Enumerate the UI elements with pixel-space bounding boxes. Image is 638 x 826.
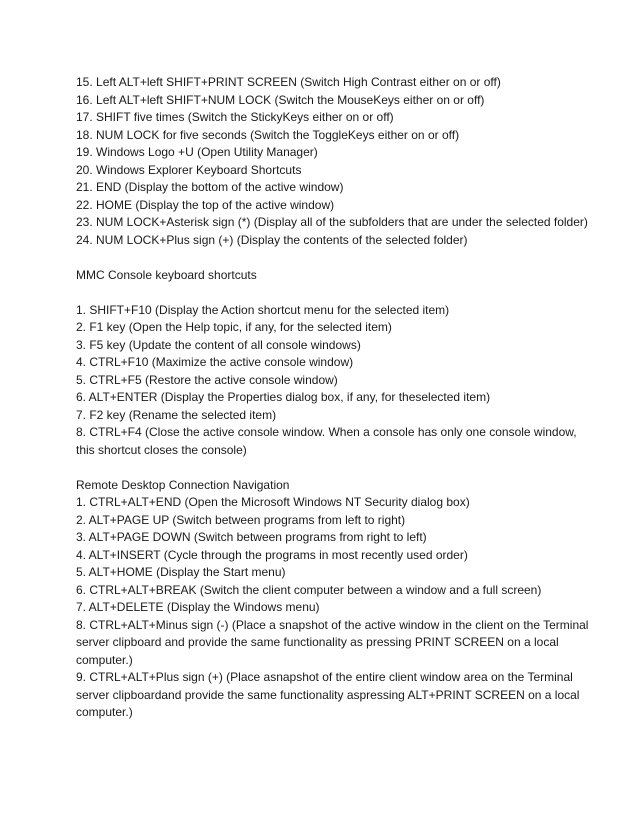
list-item: 1. SHIFT+F10 (Display the Action shortcut menu for the selected item) bbox=[76, 302, 450, 317]
list-item-continuation: this shortcut closes the console) bbox=[76, 442, 247, 457]
list-item: 4. ALT+INSERT (Cycle through the programs in most recently used order) bbox=[76, 547, 468, 562]
list-item: 19. Windows Logo +U (Open Utility Manager) bbox=[76, 145, 318, 159]
document-body bbox=[76, 74, 589, 722]
list-item: 21. END (Display the bottom of the active window) bbox=[76, 180, 344, 194]
list-item: 4. CTRL+F10 (Maximize the active console window) bbox=[76, 355, 354, 369]
list-item: 3. F5 key (Update the content of all console windows) bbox=[76, 337, 361, 352]
list-item: 3. ALT+PAGE DOWN (Switch between programs from right to left) bbox=[76, 530, 427, 544]
list-item: 15. Left ALT+left SHIFT+PRINT SCREEN (Switch High Contrast either on or off) bbox=[76, 75, 501, 89]
list-item: 6. CTRL+ALT+BREAK (Switch the client computer between a window and a full screen) bbox=[76, 582, 542, 597]
paragraph-spacer bbox=[76, 249, 576, 267]
list-item: 16. Left ALT+left SHIFT+NUM LOCK (Switch the MouseKeys either on or off) bbox=[76, 92, 485, 107]
list-item-continuation: server clipboardand provide the same functionality aspressing ALT+PRINT SCREEN on a local bbox=[76, 687, 580, 702]
list-item-continuation: computer.) bbox=[76, 652, 133, 667]
list-item-continuation: computer.) bbox=[76, 705, 133, 719]
list-item: 7. F2 key (Rename the selected item) bbox=[76, 407, 277, 422]
list-item: 8. CTRL+F4 (Close the active console window. When a console has only one console window, bbox=[76, 425, 577, 439]
list-item: 20. Windows Explorer Keyboard Shortcuts bbox=[76, 162, 302, 177]
list-item-continuation: server clipboard and provide the same functionality as pressing PRINT SCREEN on a local bbox=[76, 635, 559, 649]
paragraph-spacer bbox=[76, 284, 576, 302]
list-item: 8. CTRL+ALT+Minus sign (-) (Place a snapshot of the active window in the client on the Terminal bbox=[76, 617, 589, 632]
paragraph-spacer bbox=[76, 459, 576, 477]
list-item: 22. HOME (Display the top of the active window) bbox=[76, 197, 335, 212]
section-heading-mmc: MMC Console keyboard shortcuts bbox=[76, 267, 257, 282]
list-item: 2. F1 key (Open the Help topic, if any, for the selected item) bbox=[76, 320, 392, 334]
shortcut-list-accessibility bbox=[76, 74, 588, 249]
list-item: 5. ALT+HOME (Display the Start menu) bbox=[76, 565, 286, 579]
list-item: 24. NUM LOCK+Plus sign (+) (Display the contents of the selected folder) bbox=[76, 232, 468, 247]
list-item: 18. NUM LOCK for five seconds (Switch the ToggleKeys either on or off) bbox=[76, 127, 460, 142]
shortcut-list-remote-desktop bbox=[76, 494, 589, 722]
list-item: 9. CTRL+ALT+Plus sign (+) (Place asnapshot of the entire client window area on the Terminal bbox=[76, 670, 573, 684]
list-item: 17. SHIFT five times (Switch the StickyKeys either on or off) bbox=[76, 110, 394, 124]
list-item: 1. CTRL+ALT+END (Open the Microsoft Windows NT Security dialog box) bbox=[76, 495, 470, 509]
list-item: 6. ALT+ENTER (Display the Properties dialog box, if any, for theselected item) bbox=[76, 390, 491, 404]
list-item: 23. NUM LOCK+Asterisk sign (*) (Display all of the subfolders that are under the selected folder) bbox=[76, 215, 588, 229]
list-item: 2. ALT+PAGE UP (Switch between programs from left to right) bbox=[76, 512, 406, 527]
shortcut-list-mmc bbox=[76, 302, 576, 460]
list-item: 5. CTRL+F5 (Restore the active console window) bbox=[76, 372, 338, 387]
list-item: 7. ALT+DELETE (Display the Windows menu) bbox=[76, 600, 320, 614]
section-heading-remote-desktop: Remote Desktop Connection Navigation bbox=[76, 477, 290, 492]
